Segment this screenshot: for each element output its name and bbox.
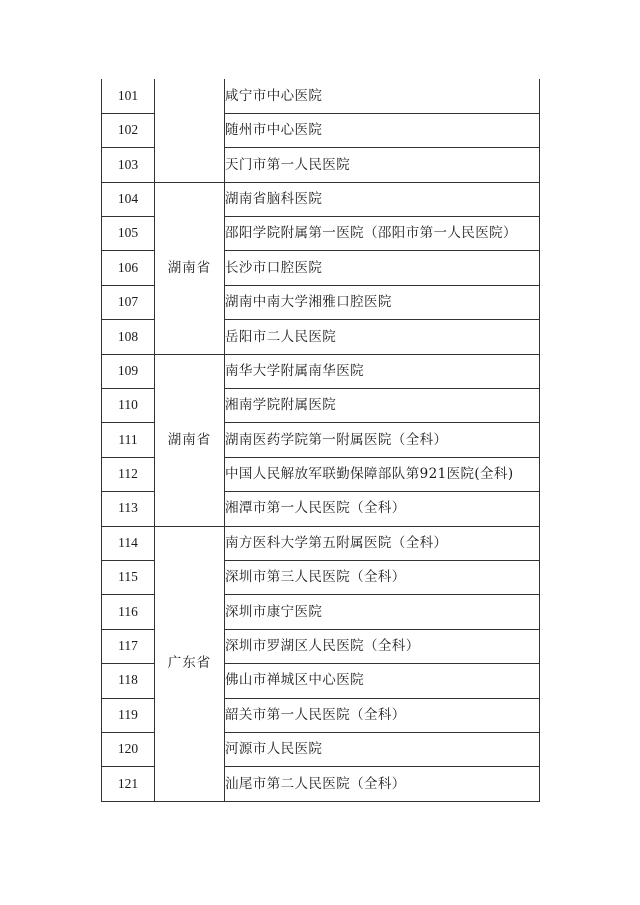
table-row <box>102 354 540 388</box>
hospital-name: 南华大学附属南华医院 <box>225 354 540 388</box>
row-number: 119 <box>102 698 155 732</box>
hospital-name: 深圳市第三人民医院（全科） <box>225 560 540 594</box>
row-number: 108 <box>102 320 155 354</box>
hospital-name: 深圳市康宁医院 <box>225 595 540 629</box>
row-number: 112 <box>102 457 155 491</box>
row-number: 102 <box>102 113 155 147</box>
hospital-name: 深圳市罗湖区人民医院（全科） <box>225 629 540 663</box>
row-number: 113 <box>102 492 155 526</box>
hospital-name: 邵阳学院附属第一医院（邵阳市第一人民医院） <box>225 217 540 251</box>
row-number: 103 <box>102 148 155 182</box>
row-number: 101 <box>102 79 155 113</box>
hospital-name: 湘南学院附属医院 <box>225 389 540 423</box>
hospital-name: 湘潭市第一人民医院（全科） <box>225 492 540 526</box>
row-number: 106 <box>102 251 155 285</box>
hospital-name: 长沙市口腔医院 <box>225 251 540 285</box>
hospital-name: 汕尾市第二人民医院（全科） <box>225 767 540 801</box>
row-number: 110 <box>102 389 155 423</box>
table-row <box>102 526 540 560</box>
row-number: 117 <box>102 629 155 663</box>
row-number: 118 <box>102 664 155 698</box>
hospital-list-table <box>101 79 540 802</box>
row-number: 105 <box>102 217 155 251</box>
province-cell <box>155 79 225 182</box>
hospital-name: 湖南医药学院第一附属医院（全科） <box>225 423 540 457</box>
hospital-name: 佛山市禅城区中心医院 <box>225 664 540 698</box>
row-number: 114 <box>102 526 155 560</box>
hospital-name: 天门市第一人民医院 <box>225 148 540 182</box>
hospital-name: 南方医科大学第五附属医院（全科） <box>225 526 540 560</box>
table-row <box>102 79 540 113</box>
hospital-name: 随州市中心医院 <box>225 113 540 147</box>
hospital-name: 岳阳市二人民医院 <box>225 320 540 354</box>
row-number: 107 <box>102 285 155 319</box>
hospital-name: 韶关市第一人民医院（全科） <box>225 698 540 732</box>
row-number: 109 <box>102 354 155 388</box>
province-cell: 广东省 <box>155 526 225 801</box>
row-number: 115 <box>102 560 155 594</box>
hospital-name: 湖南中南大学湘雅口腔医院 <box>225 285 540 319</box>
province-cell: 湖南省 <box>155 354 225 526</box>
hospital-name: 河源市人民医院 <box>225 732 540 766</box>
province-cell: 湖南省 <box>155 182 225 354</box>
hospital-name: 咸宁市中心医院 <box>225 79 540 113</box>
hospital-name: 湖南省脑科医院 <box>225 182 540 216</box>
table-row <box>102 182 540 216</box>
row-number: 104 <box>102 182 155 216</box>
row-number: 116 <box>102 595 155 629</box>
row-number: 121 <box>102 767 155 801</box>
hospital-list-body <box>102 79 540 801</box>
row-number: 120 <box>102 732 155 766</box>
row-number: 111 <box>102 423 155 457</box>
hospital-name: 中国人民解放军联勤保障部队第921医院(全科) <box>225 457 540 491</box>
